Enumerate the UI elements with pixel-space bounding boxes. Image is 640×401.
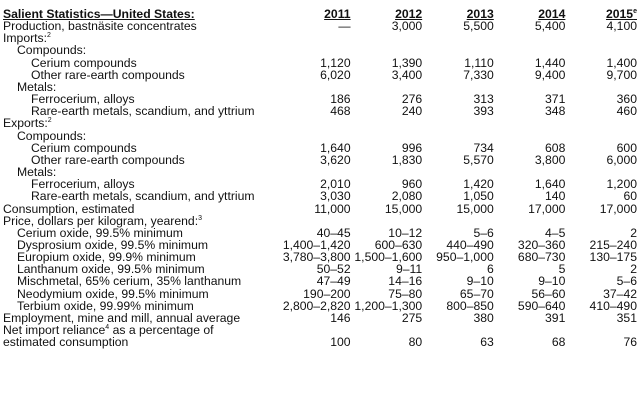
value-cell-2015: 360 [616,92,637,107]
row-label: Dysprosium oxide, 99.5% minimum [17,237,209,252]
value-cell-2011: 2,800–2,820 [282,298,351,313]
value-cell-2014: 320–360 [517,237,566,252]
row-label: Ferrocerium, alloys [31,177,135,192]
value-cell-2012: 960 [401,177,423,192]
value-cell-2013: 6 [487,262,494,277]
value-cell-2014: 1,440 [534,55,566,70]
value-cell-2014: 590–640 [517,298,566,313]
value-cell-2011: 6,020 [320,67,351,82]
value-cell-2012 [351,32,423,44]
value-cell-2013: 5,500 [463,19,494,34]
value-cell-2014 [494,32,566,44]
value-cell-2013: 5,570 [463,152,494,167]
value-cell-2013: 1,110 [464,55,494,70]
value-cell-2012: 240 [401,104,423,119]
row-label: Other rare-earth compounds [31,152,185,167]
value-cell-2012 [351,44,423,56]
row-label: Production, bastnäsite concentrates [3,19,197,34]
value-cell-2012: 1,500–1,600 [354,250,423,265]
table-row [3,105,637,117]
value-cell-2014: 68 [551,335,566,350]
value-cell-2013: 15,000 [456,201,494,216]
value-cell-2011 [279,130,351,142]
table-row [3,20,637,32]
value-cell-2014: 5 [558,262,566,277]
value-cell-2011: 468 [330,104,351,119]
value-cell-2011: 186 [330,92,351,107]
value-cell-2013: 950–1,000 [436,250,494,265]
value-cell-2014: 1,640 [534,177,566,192]
footnote-mark: 2 [47,117,52,125]
value-cell-2011 [279,32,351,44]
value-cell-2015 [565,130,637,142]
value-cell-2012: 3,400 [391,67,423,82]
value-cell-2015: 410–490 [589,298,637,313]
value-cell-2011: 40–45 [316,225,351,240]
value-cell-2011 [279,215,351,227]
value-cell-2011: 11,000 [314,201,351,216]
value-cell-2015: 60 [623,189,637,204]
value-cell-2015: 1,400 [606,55,637,70]
value-cell-2011: 3,620 [320,152,351,167]
value-cell-2015: 460 [616,104,637,119]
value-cell-2015: 215–240 [589,237,637,252]
row-label: Terbium oxide, 99.99% minimum [17,298,194,313]
value-cell-2013 [422,215,494,227]
value-cell-2015: 5–6 [616,274,637,289]
value-cell-2015: 6,000 [606,152,637,167]
row-label: Exports: [3,116,48,131]
value-cell-2014: 5,400 [534,19,566,34]
row-label: Lanthanum oxide, 99.5% minimum [17,262,205,277]
value-cell-2014: 9,400 [534,67,566,82]
value-cell-2011: — [338,19,351,34]
row-label: Employment, mine and mill, annual average [3,310,241,325]
value-cell-2015: 37–42 [603,286,637,301]
value-cell-2012: 1,390 [391,55,423,70]
value-cell-2013: 1,050 [463,189,494,204]
row-label-wrapper [3,336,128,348]
value-cell-2013: 5–6 [473,225,494,240]
table-row [3,69,637,81]
value-cell-2012: 1,200–1,300 [354,298,423,313]
value-cell-2015: 130–175 [589,250,637,265]
value-cell-2014 [494,44,566,56]
value-cell-2011: 50–52 [316,262,351,277]
row-label: Metals: [17,165,57,180]
value-cell-2011: 47–49 [316,274,351,289]
value-cell-2012: 996 [401,140,423,155]
value-cell-2011: 3,780–3,800 [282,250,351,265]
value-cell-2014: 371 [545,92,566,107]
row-label: Rare-earth metals, scandium, and yttrium [31,189,255,204]
row-label: Consumption, estimated [3,201,135,216]
value-cell-2013 [422,44,494,56]
value-cell-2012: 276 [401,92,423,107]
year-header-2013: 2013 [466,7,494,21]
footnote-mark: 4 [105,324,110,331]
value-cell-2014: 608 [545,140,566,155]
row-label: Ferrocerium, alloys [31,92,135,107]
value-cell-2015 [565,117,637,129]
value-cell-2014 [494,215,566,227]
value-cell-2015: 4,100 [606,19,637,34]
estimate-footnote-mark: e [633,7,637,15]
row-label: Europium oxide, 99.9% minimum [17,250,196,265]
year-header-2012: 2012 [395,7,423,21]
footnote-mark: 3 [198,214,202,222]
row-label: Other rare-earth compounds [31,67,185,82]
value-cell-2015: 600 [616,140,637,155]
value-cell-2013: 63 [480,335,494,350]
row-label: Imports: [3,31,48,46]
value-cell-2012: 275 [401,310,423,325]
value-cell-2014 [494,117,566,129]
value-cell-2013: 734 [473,140,494,155]
year-2015-label: 2015 [605,7,634,21]
value-cell-2015 [565,44,637,56]
value-cell-2011: 146 [330,310,351,325]
table-row [3,336,637,348]
value-cell-2011: 2,010 [320,177,351,192]
value-cell-2011: 1,120 [320,55,351,70]
value-cell-2014: 391 [545,310,566,325]
value-cell-2015: 17,000 [599,201,637,216]
value-cell-2011: 100 [330,335,351,350]
value-cell-2015: 76 [623,335,637,350]
value-cell-2014: 680–730 [517,250,566,265]
row-label: Net import reliance [3,323,106,338]
value-cell-2015: 9,700 [606,67,637,82]
year-header-2014: 2014 [538,7,566,21]
value-cell-2014: 56–60 [531,286,566,301]
value-cell-2015 [565,32,637,44]
row-label-suffix: as a percentage of [109,323,214,338]
row-label: Price, dollars per kilogram, yearend: [3,213,199,228]
value-cell-2013: 393 [473,104,494,119]
value-cell-2012 [351,215,423,227]
value-cell-2013 [422,130,494,142]
footnote-mark: 2 [47,32,51,40]
row-label: Neodymium oxide, 99.5% minimum [17,286,209,301]
value-cell-2013 [422,117,494,129]
value-cell-2013: 313 [473,92,494,107]
value-cell-2012: 3,000 [391,19,423,34]
value-cell-2013 [422,32,494,44]
value-cell-2011: 190–200 [303,286,351,301]
value-cell-2012 [351,117,423,129]
value-cell-2014: 348 [545,104,566,119]
row-label: Compounds: [17,128,87,143]
table-row [3,154,637,166]
table-row [3,32,637,44]
value-cell-2013: 1,420 [463,177,494,192]
row-label: Cerium compounds [31,55,137,70]
value-cell-2011 [279,44,351,56]
value-cell-2014: 4–5 [545,225,566,240]
value-cell-2012: 9–11 [395,262,423,277]
value-cell-2015: 1,200 [606,177,637,192]
value-cell-2012: 10–12 [388,225,423,240]
salient-statistics-table [3,8,637,348]
value-cell-2015 [565,215,637,227]
value-cell-2011: 1,640 [320,140,351,155]
row-label-cell [3,336,279,348]
value-cell-2015: 351 [616,310,637,325]
year-header-2011: 2011 [324,7,351,21]
table-body [3,20,637,348]
row-label: Metals: [17,79,57,94]
row-label: Mischmetal, 65% cerium, 35% lanthanum [17,274,242,289]
row-label: Compounds: [17,43,87,58]
value-cell-2012: 14–16 [388,274,423,289]
row-label: Cerium compounds [31,140,137,155]
row-label: Cerium oxide, 99.5% minimum [17,225,183,240]
value-cell-2013: 65–70 [459,286,494,301]
row-label: estimated consumption [3,335,129,350]
value-cell-2014: 140 [545,189,566,204]
value-cell-2011: 3,030 [320,189,351,204]
value-cell-2012: 2,080 [391,189,423,204]
value-cell-2013: 440–490 [446,237,494,252]
value-cell-2014: 9–10 [538,274,566,289]
value-cell-2011 [279,117,351,129]
value-cell-2013: 9–10 [466,274,494,289]
value-cell-2012: 15,000 [384,201,423,216]
value-cell-2014: 3,800 [534,152,566,167]
value-cell-2012: 1,830 [391,152,423,167]
table-title: Salient Statistics—United States: [3,7,195,21]
value-cell-2012: 80 [408,335,423,350]
value-cell-2015: 2 [630,262,637,277]
value-cell-2013: 380 [473,310,494,325]
value-cell-2013: 800–850 [446,298,494,313]
value-cell-2013: 7,330 [463,67,494,82]
value-cell-2015: 2 [630,225,637,240]
value-cell-2014 [494,130,566,142]
value-cell-2011: 1,400–1,420 [282,237,351,252]
value-cell-2012 [351,130,423,142]
row-label: Rare-earth metals, scandium, and yttrium [31,104,255,119]
value-cell-2012: 75–80 [388,286,423,301]
table-row [3,117,637,129]
value-cell-2014: 17,000 [528,201,566,216]
value-cell-2012: 600–630 [374,237,423,252]
